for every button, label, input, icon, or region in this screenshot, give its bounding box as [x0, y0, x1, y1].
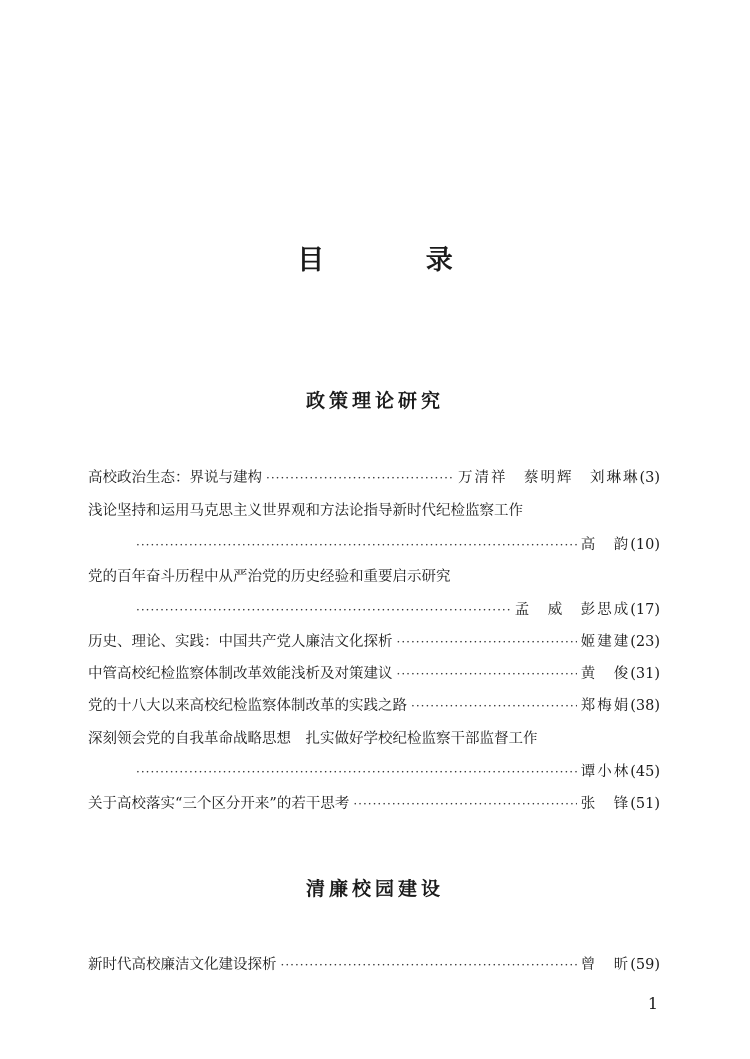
toc-entry-title-line[interactable]: [88, 728, 660, 750]
entry-author: 万清祥 蔡明辉 刘琳琳: [457, 470, 640, 486]
entry-author: 谭小林: [580, 764, 631, 780]
toc-entry-leader-line[interactable]: [132, 761, 660, 783]
section-heading: 清廉校园建设: [305, 878, 444, 900]
entry-title: 党的十八大以来高校纪检监察体制改革的实践之路: [88, 698, 407, 714]
entry-title: 历史、理论、实践：中国共产党人廉洁文化探析: [88, 634, 393, 650]
entry-page: (23): [630, 634, 660, 650]
entry-title: 党的百年奋斗历程中从严治党的历史经验和重要启示研究: [88, 569, 451, 585]
toc-entry[interactable]: [88, 631, 660, 653]
entry-title: 关于高校落实“三个区分开来”的若干思考: [88, 796, 350, 812]
dot-leader: [136, 761, 577, 783]
toc-entry[interactable]: [88, 663, 660, 685]
toc-entry-title-line[interactable]: [88, 500, 660, 522]
dot-leader: [136, 534, 577, 556]
entry-author: 黄 俊: [580, 666, 631, 682]
entry-title: 深刻领会党的自我革命战略思想 扎实做好学校纪检监察干部监督工作: [88, 731, 538, 747]
toc-entry-leader-line[interactable]: [132, 534, 660, 556]
dot-leader: [397, 663, 577, 685]
toc-entry[interactable]: [88, 467, 660, 489]
dot-leader: [281, 954, 577, 976]
entry-author: 高 韵: [580, 537, 631, 553]
entry-author: 曾 昕: [580, 957, 631, 973]
toc-entry-title-line[interactable]: [88, 566, 660, 588]
dot-leader: [411, 695, 577, 717]
entry-page: (59): [630, 957, 660, 973]
entry-page: (17): [630, 602, 660, 618]
toc-entry[interactable]: [88, 695, 660, 717]
page-number: 1: [647, 994, 658, 1013]
entry-author: 郑梅娟: [580, 698, 631, 714]
page-title: 目 录: [297, 245, 499, 276]
entry-title: 浅论坚持和运用马克思主义世界观和方法论指导新时代纪检监察工作: [88, 503, 523, 519]
dot-leader: [353, 793, 576, 815]
entry-page: (10): [630, 537, 660, 553]
toc-entry[interactable]: [88, 954, 660, 976]
toc-entry-leader-line[interactable]: [132, 599, 660, 621]
dot-leader: [136, 599, 511, 621]
section-heading: 政策理论研究: [305, 390, 444, 412]
entry-author: 姬建建: [580, 634, 631, 650]
entry-page: (38): [630, 698, 660, 714]
toc-entry[interactable]: [88, 793, 660, 815]
entry-title: 中管高校纪检监察体制改革效能浅析及对策建议: [88, 666, 393, 682]
entry-title: 高校政治生态：界说与建构: [88, 470, 262, 486]
entry-page: (45): [630, 764, 660, 780]
entry-author: 孟 威 彭思成: [514, 602, 631, 618]
entry-page: (3): [639, 470, 660, 486]
entry-page: (31): [630, 666, 660, 682]
entry-page: (51): [630, 796, 660, 812]
entry-author: 张 锋: [580, 796, 631, 812]
dot-leader: [266, 467, 454, 489]
dot-leader: [397, 631, 577, 653]
entry-title: 新时代高校廉洁文化建设探析: [88, 957, 277, 973]
